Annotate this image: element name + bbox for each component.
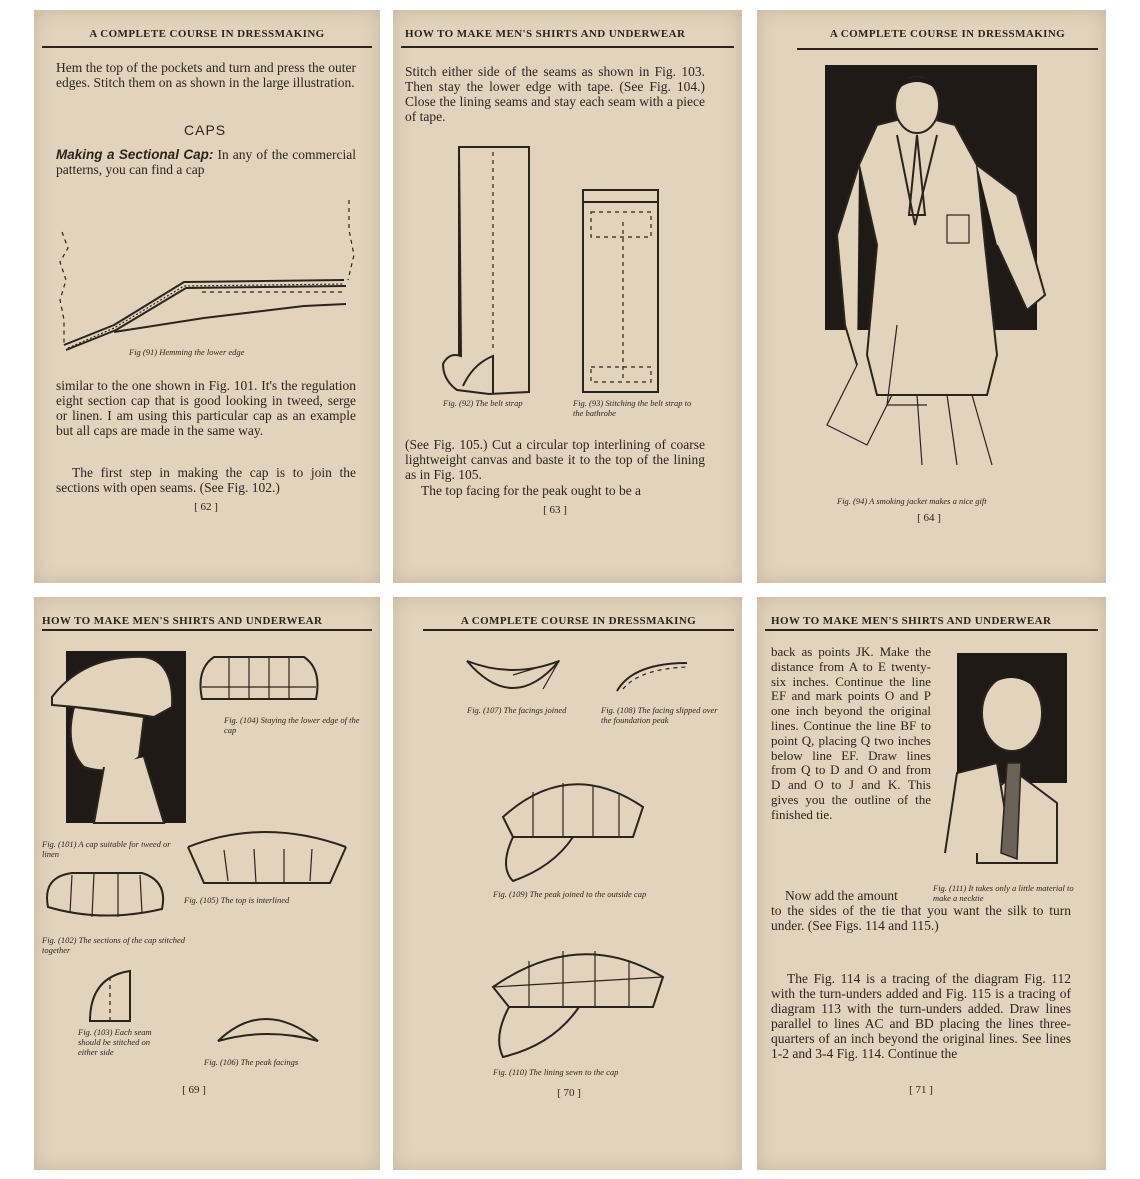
book-page-64 (757, 10, 1106, 583)
fig-108-illustration (613, 659, 693, 695)
running-header: HOW TO MAKE MEN'S SHIRTS AND UNDERWEAR (42, 615, 323, 627)
paragraph: to the sides of the tie that you want the silk to turn under. (See Figs. 114 and 115.) (771, 903, 1071, 933)
paragraph: (See Fig. 105.) Cut a circular top interlining of coarse lightweight canvas and baste it to the top of the lining as in Fig. 105. (405, 437, 705, 482)
header-rule (42, 46, 372, 48)
figure-caption: Fig. (106) The peak facings (204, 1057, 299, 1067)
fig-111-illustration (937, 653, 1067, 873)
fig-107-illustration (463, 655, 563, 705)
fig-91-illustration (54, 200, 364, 350)
figure-caption: Fig (91) Hemming the lower edge (129, 347, 245, 357)
paragraph: Now add the amount (785, 888, 898, 903)
book-page-70 (393, 597, 742, 1170)
figure-caption: Fig. (107) The facings joined (467, 705, 567, 715)
book-page-62 (34, 10, 380, 583)
book-page-71 (757, 597, 1106, 1170)
running-header: A COMPLETE COURSE IN DRESSMAKING (829, 28, 1066, 40)
section-heading: CAPS (184, 122, 227, 138)
figure-caption: Fig. (92) The belt strap (443, 398, 523, 408)
fig-109-illustration (493, 767, 653, 887)
fig-104-illustration (194, 649, 324, 709)
header-rule (765, 629, 1098, 631)
figure-caption: Fig. (102) The sections of the cap stitched together (42, 935, 186, 955)
fig-106-illustration (214, 1007, 324, 1047)
running-header: A COMPLETE COURSE IN DRESSMAKING (89, 28, 325, 40)
figure-caption: Fig. (109) The peak joined to the outside cap (493, 889, 647, 899)
paragraph: back as points JK. Make the distance from A to E twenty-six inches. Continue the line EF and mark points O and P one inch beyond the original lines. Continue the line BF to point Q, placing Q two inches below line EF. Draw lines from Q to D and O and from D and O to J and K. This gives you the outline of the finished tie. (771, 644, 931, 822)
header-rule (401, 46, 734, 48)
page-number: [ 63 ] (543, 504, 567, 516)
paragraph: similar to the one shown in Fig. 101. It's the regulation eight section cap that is good looking in tweed, serge or linen. I am using this particular cap as an example but all caps are made in the same way. (56, 378, 356, 438)
lead-title: Making a Sectional Cap: (56, 147, 214, 162)
figure-caption: Fig. (103) Each seam should be stitched on either side (78, 1027, 152, 1057)
fig-94-illustration (797, 65, 1057, 485)
figure-caption: Fig. (93) Stitching the belt strap to the bathrobe (573, 398, 692, 418)
page-number: [ 64 ] (917, 512, 941, 524)
figure-caption: Fig. (111) It takes only a little material to make a necktie (933, 883, 1074, 903)
page-number: [ 70 ] (557, 1087, 581, 1099)
page-number: [ 62 ] (194, 501, 218, 513)
lead-text: In any of the commercial patterns, you can find a cap (56, 147, 356, 177)
fig-102-illustration (42, 867, 172, 927)
paragraph: The top facing for the peak ought to be a (421, 483, 642, 498)
fig-105-illustration (184, 825, 354, 890)
paragraph: The Fig. 114 is a tracing of the diagram Fig. 112 with the turn-unders added and Fig. 115 is a tracing of diagram 113 with the turn-unders added. Draw lines parallel to lines AC and BD placing the lines three-quarters of an inch beyond the original lines. See lines 1-2 and 3-4 Fig. 114. Continue the (771, 971, 1071, 1061)
fig-110-illustration (483, 937, 673, 1067)
running-header: A COMPLETE COURSE IN DRESSMAKING (460, 615, 697, 627)
paragraph: Hem the top of the pockets and turn and press the outer edges. Stitch them on as shown in the large illustration. (56, 60, 356, 90)
figure-caption: Fig. (110) The lining sewn to the cap (493, 1067, 619, 1077)
figure-caption: Fig. (101) A cap suitable for tweed or linen (42, 839, 171, 859)
header-rule (42, 629, 372, 631)
book-page-63 (393, 10, 742, 583)
page-number: [ 69 ] (182, 1084, 206, 1096)
page-number: [ 71 ] (909, 1084, 933, 1096)
header-rule (423, 629, 734, 631)
paragraph: The first step in making the cap is to join the sections with open seams. (See Fig. 102.) (56, 465, 356, 495)
running-header: HOW TO MAKE MEN'S SHIRTS AND UNDERWEAR (771, 615, 1052, 627)
header-rule (797, 48, 1098, 50)
fig-101-illustration (44, 647, 194, 827)
figure-caption: Fig. (108) The facing slipped over the foundation peak (601, 705, 718, 725)
paragraph: Stitch either side of the seams as shown in Fig. 103. Then stay the lower edge with tape. (See Fig. 104.) Close the lining seams and stay each seam with a piece of tape. (405, 64, 705, 124)
book-page-69 (34, 597, 380, 1170)
paragraph-lead (56, 147, 356, 177)
figure-caption: Fig. (104) Staying the lower edge of the cap (224, 715, 360, 735)
fig-103-illustration (84, 967, 144, 1027)
fig-92-93-illustration (433, 142, 673, 402)
running-header: HOW TO MAKE MEN'S SHIRTS AND UNDERWEAR (405, 28, 686, 40)
figure-caption: Fig. (105) The top is interlined (184, 895, 290, 905)
figure-caption: Fig. (94) A smoking jacket makes a nice gift (837, 496, 987, 506)
